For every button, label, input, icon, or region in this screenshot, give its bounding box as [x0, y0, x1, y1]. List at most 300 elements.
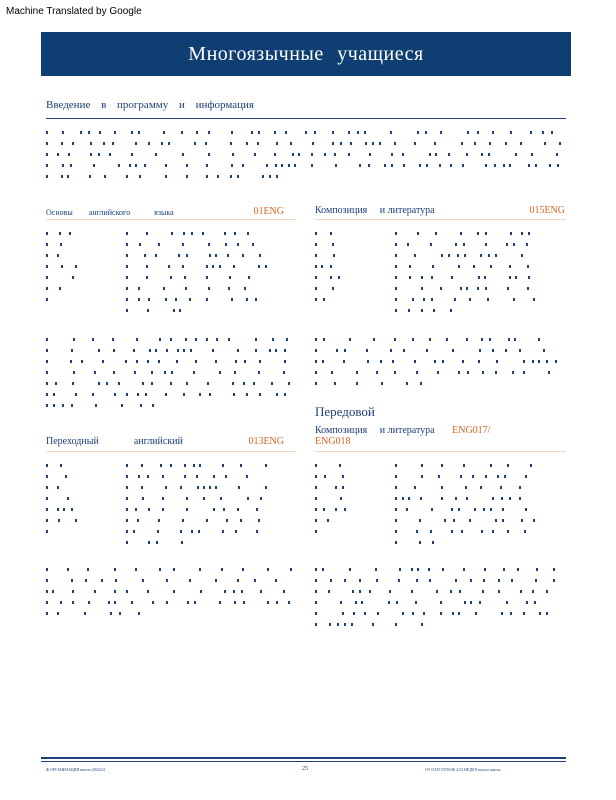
placeholder-glyph	[226, 519, 228, 522]
placeholder-glyph	[391, 164, 393, 167]
placeholder-glyph	[135, 568, 137, 571]
placeholder-glyph	[92, 393, 94, 396]
placeholder-text-line	[126, 243, 266, 246]
placeholder-glyph	[538, 360, 540, 363]
placeholder-glyph	[390, 131, 392, 134]
placeholder-glyph	[521, 254, 523, 257]
placeholder-glyph	[460, 287, 462, 290]
placeholder-glyph	[267, 568, 269, 571]
placeholder-text-line	[126, 287, 266, 290]
placeholder-glyph	[509, 497, 511, 500]
placeholder-glyph	[269, 175, 271, 178]
placeholder-glyph	[233, 393, 235, 396]
placeholder-text-line	[46, 243, 76, 246]
placeholder-glyph	[173, 309, 175, 312]
placeholder-glyph	[59, 287, 61, 290]
placeholder-glyph	[342, 475, 344, 478]
placeholder-glyph	[102, 360, 104, 363]
placeholder-glyph	[71, 349, 73, 352]
placeholder-text-line	[126, 519, 266, 522]
placeholder-glyph	[315, 475, 317, 478]
placeholder-glyph	[323, 298, 325, 301]
placeholder-glyph	[532, 360, 534, 363]
placeholder-glyph	[488, 153, 490, 156]
placeholder-glyph	[138, 475, 140, 478]
placeholder-glyph	[365, 142, 367, 145]
placeholder-glyph	[258, 265, 260, 268]
placeholder-glyph	[168, 142, 170, 145]
placeholder-glyph	[507, 530, 509, 533]
placeholder-glyph	[417, 131, 419, 134]
placeholder-glyph	[71, 508, 73, 511]
placeholder-glyph	[237, 508, 239, 511]
placeholder-glyph	[384, 164, 386, 167]
placeholder-glyph	[183, 349, 185, 352]
placeholder-glyph	[65, 475, 67, 478]
placeholder-glyph	[288, 164, 290, 167]
placeholder-glyph	[113, 349, 115, 352]
placeholder-glyph	[290, 142, 292, 145]
placeholder-glyph	[208, 153, 210, 156]
placeholder-glyph	[135, 142, 137, 145]
placeholder-glyph	[421, 276, 423, 279]
placeholder-glyph	[62, 164, 64, 167]
placeholder-glyph	[442, 568, 444, 571]
placeholder-glyph	[275, 349, 277, 352]
placeholder-glyph	[543, 349, 545, 352]
placeholder-glyph	[535, 579, 537, 582]
placeholder-glyph	[395, 464, 397, 467]
placeholder-glyph	[513, 298, 515, 301]
section-heading-composition-advanced	[315, 425, 515, 447]
placeholder-glyph	[57, 153, 59, 156]
placeholder-glyph	[415, 601, 417, 604]
placeholder-glyph	[323, 508, 325, 511]
placeholder-glyph	[138, 131, 140, 134]
placeholder-glyph	[196, 131, 198, 134]
placeholder-glyph	[182, 153, 184, 156]
placeholder-glyph	[315, 382, 317, 385]
placeholder-glyph	[338, 276, 340, 279]
placeholder-glyph	[246, 142, 248, 145]
placeholder-glyph	[409, 265, 411, 268]
placeholder-glyph	[487, 298, 489, 301]
placeholder-glyph	[193, 371, 195, 374]
placeholder-glyph	[72, 382, 74, 385]
placeholder-glyph	[126, 287, 128, 290]
placeholder-text-line	[46, 338, 291, 341]
placeholder-glyph	[502, 508, 504, 511]
placeholder-text-line	[315, 243, 345, 246]
placeholder-glyph	[533, 298, 535, 301]
placeholder-glyph	[237, 243, 239, 246]
placeholder-glyph	[52, 590, 54, 593]
placeholder-glyph	[46, 475, 48, 478]
placeholder-glyph	[492, 530, 494, 533]
placeholder-glyph	[458, 371, 460, 374]
placeholder-glyph	[184, 276, 186, 279]
placeholder-glyph	[394, 338, 396, 341]
placeholder-glyph	[435, 232, 437, 235]
placeholder-glyph	[158, 519, 160, 522]
placeholder-glyph	[455, 243, 457, 246]
placeholder-glyph	[315, 568, 317, 571]
section-code: ENG017/ ENG018	[315, 425, 491, 447]
placeholder-glyph	[489, 338, 491, 341]
placeholder-glyph	[46, 131, 48, 134]
placeholder-glyph	[139, 175, 141, 178]
placeholder-text-line	[315, 530, 345, 533]
placeholder-glyph	[194, 601, 196, 604]
placeholder-glyph	[232, 153, 234, 156]
placeholder-glyph	[46, 175, 48, 178]
footer-left: Ф.ОРГАНИЗАЦИЯ школа 2023/24	[46, 767, 105, 772]
placeholder-glyph	[434, 142, 436, 145]
placeholder-glyph	[98, 153, 100, 156]
placeholder-glyph	[148, 541, 150, 544]
placeholder-glyph	[103, 142, 105, 145]
placeholder-glyph	[68, 153, 70, 156]
placeholder-glyph	[381, 382, 383, 385]
placeholder-glyph	[115, 579, 117, 582]
placeholder-text-line	[315, 338, 560, 341]
placeholder-glyph	[349, 338, 351, 341]
placeholder-glyph	[182, 243, 184, 246]
placeholder-glyph	[349, 568, 351, 571]
placeholder-glyph	[532, 590, 534, 593]
placeholder-glyph	[344, 349, 346, 352]
placeholder-glyph	[395, 541, 397, 544]
placeholder-glyph	[359, 164, 361, 167]
placeholder-glyph	[233, 590, 235, 593]
placeholder-glyph	[221, 568, 223, 571]
placeholder-glyph	[332, 142, 334, 145]
placeholder-glyph	[416, 371, 418, 374]
page-number: 25	[302, 766, 308, 772]
placeholder-glyph	[186, 254, 188, 257]
intro-divider	[46, 118, 566, 119]
placeholder-glyph	[276, 175, 278, 178]
placeholder-glyph	[146, 265, 148, 268]
placeholder-glyph	[215, 486, 217, 489]
placeholder-glyph	[369, 590, 371, 593]
placeholder-text-line	[126, 475, 266, 478]
placeholder-glyph	[470, 601, 472, 604]
placeholder-glyph	[335, 486, 337, 489]
placeholder-glyph	[477, 287, 479, 290]
placeholder-glyph	[314, 131, 316, 134]
placeholder-glyph	[524, 530, 526, 533]
section-code: 015ENG	[529, 205, 565, 216]
placeholder-text-line	[126, 298, 266, 301]
placeholder-glyph	[198, 530, 200, 533]
placeholder-glyph	[498, 590, 500, 593]
placeholder-glyph	[450, 590, 452, 593]
placeholder-glyph	[315, 601, 317, 604]
placeholder-glyph	[477, 131, 479, 134]
placeholder-glyph	[265, 486, 267, 489]
advanced-label: Передовой	[315, 404, 375, 419]
placeholder-glyph	[402, 153, 404, 156]
placeholder-text-line	[46, 404, 291, 407]
placeholder-glyph	[442, 360, 444, 363]
placeholder-glyph	[113, 371, 115, 374]
placeholder-glyph	[485, 232, 487, 235]
placeholder-glyph	[450, 164, 452, 167]
placeholder-glyph	[231, 164, 233, 167]
placeholder-glyph	[285, 131, 287, 134]
placeholder-text-line	[46, 568, 291, 571]
placeholder-glyph	[244, 287, 246, 290]
placeholder-glyph	[252, 243, 254, 246]
placeholder-glyph	[458, 265, 460, 268]
placeholder-glyph	[559, 142, 561, 145]
placeholder-glyph	[417, 232, 419, 235]
placeholder-glyph	[492, 131, 494, 134]
placeholder-glyph	[247, 232, 249, 235]
placeholder-glyph	[539, 612, 541, 615]
placeholder-glyph	[494, 164, 496, 167]
placeholder-glyph	[256, 530, 258, 533]
placeholder-glyph	[441, 254, 443, 257]
placeholder-glyph	[469, 519, 471, 522]
placeholder-glyph	[451, 276, 453, 279]
placeholder-glyph	[70, 360, 72, 363]
placeholder-glyph	[187, 601, 189, 604]
placeholder-glyph	[414, 254, 416, 257]
placeholder-text-line	[315, 298, 345, 301]
placeholder-glyph	[440, 287, 442, 290]
placeholder-glyph	[479, 601, 481, 604]
placeholder-glyph	[257, 142, 259, 145]
placeholder-glyph	[231, 131, 233, 134]
placeholder-glyph	[460, 475, 462, 478]
placeholder-glyph	[402, 612, 404, 615]
placeholder-glyph	[46, 590, 48, 593]
placeholder-glyph	[533, 519, 535, 522]
placeholder-glyph	[193, 464, 195, 467]
placeholder-glyph	[395, 243, 397, 246]
placeholder-glyph	[333, 254, 335, 257]
placeholder-glyph	[73, 371, 75, 374]
placeholder-glyph	[503, 568, 505, 571]
placeholder-glyph	[60, 243, 62, 246]
placeholder-glyph	[223, 508, 225, 511]
placeholder-glyph	[137, 393, 139, 396]
placeholder-glyph	[503, 164, 505, 167]
placeholder-glyph	[114, 131, 116, 134]
section-title	[315, 425, 515, 447]
placeholder-glyph	[432, 265, 434, 268]
placeholder-text-line	[315, 590, 560, 593]
placeholder-glyph	[323, 338, 325, 341]
placeholder-glyph	[467, 131, 469, 134]
placeholder-glyph	[528, 276, 530, 279]
placeholder-glyph	[265, 265, 267, 268]
placeholder-glyph	[454, 298, 456, 301]
placeholder-glyph	[230, 175, 232, 178]
placeholder-text-line	[46, 164, 561, 167]
placeholder-glyph	[421, 475, 423, 478]
placeholder-glyph	[90, 153, 92, 156]
placeholder-glyph	[224, 232, 226, 235]
placeholder-glyph	[455, 497, 457, 500]
placeholder-glyph	[168, 265, 170, 268]
placeholder-glyph	[186, 164, 188, 167]
placeholder-glyph	[398, 579, 400, 582]
placeholder-glyph	[509, 276, 511, 279]
placeholder-glyph	[184, 464, 186, 467]
placeholder-glyph	[510, 131, 512, 134]
placeholder-glyph	[147, 590, 149, 593]
placeholder-glyph	[58, 519, 60, 522]
placeholder-glyph	[147, 360, 149, 363]
placeholder-text-line	[315, 612, 560, 615]
placeholder-glyph	[206, 298, 208, 301]
section-divider	[315, 451, 566, 452]
placeholder-glyph	[234, 601, 236, 604]
placeholder-glyph	[165, 298, 167, 301]
placeholder-glyph	[46, 298, 48, 301]
placeholder-glyph	[380, 360, 382, 363]
placeholder-glyph	[440, 131, 442, 134]
placeholder-glyph	[146, 232, 148, 235]
placeholder-glyph	[258, 371, 260, 374]
footer-divider	[41, 761, 566, 762]
placeholder-glyph	[46, 530, 48, 533]
placeholder-glyph	[112, 142, 114, 145]
placeholder-glyph	[364, 131, 366, 134]
placeholder-glyph	[112, 338, 114, 341]
placeholder-glyph	[437, 371, 439, 374]
placeholder-glyph	[140, 404, 142, 407]
placeholder-glyph	[527, 265, 529, 268]
placeholder-text-line	[46, 254, 76, 257]
placeholder-glyph	[224, 590, 226, 593]
placeholder-glyph	[136, 338, 138, 341]
placeholder-glyph	[480, 254, 482, 257]
placeholder-text-line	[315, 265, 345, 268]
placeholder-glyph	[420, 382, 422, 385]
placeholder-glyph	[322, 360, 324, 363]
placeholder-glyph	[126, 276, 128, 279]
placeholder-glyph	[315, 508, 317, 511]
placeholder-text-line	[46, 382, 291, 385]
placeholder-glyph	[81, 360, 83, 363]
placeholder-glyph	[155, 254, 157, 257]
placeholder-text-line	[46, 519, 76, 522]
placeholder-text-line	[46, 360, 291, 363]
placeholder-glyph	[134, 371, 136, 374]
placeholder-glyph	[435, 153, 437, 156]
placeholder-glyph	[129, 164, 131, 167]
placeholder-glyph	[406, 382, 408, 385]
placeholder-glyph	[311, 153, 313, 156]
placeholder-glyph	[138, 298, 140, 301]
placeholder-glyph	[109, 153, 111, 156]
placeholder-glyph	[67, 568, 69, 571]
placeholder-glyph	[46, 371, 48, 374]
placeholder-glyph	[284, 393, 286, 396]
section-heading-basics	[46, 201, 284, 217]
placeholder-glyph	[186, 508, 188, 511]
placeholder-glyph	[457, 254, 459, 257]
placeholder-glyph	[70, 164, 72, 167]
placeholder-glyph	[444, 519, 446, 522]
placeholder-glyph	[431, 508, 433, 511]
placeholder-text-line	[395, 243, 535, 246]
placeholder-glyph	[501, 612, 503, 615]
placeholder-glyph	[551, 131, 553, 134]
placeholder-glyph	[528, 232, 530, 235]
placeholder-glyph	[536, 568, 538, 571]
placeholder-glyph	[411, 590, 413, 593]
placeholder-glyph	[131, 153, 133, 156]
placeholder-glyph	[421, 623, 423, 626]
placeholder-glyph	[364, 612, 366, 615]
placeholder-glyph	[530, 131, 532, 134]
placeholder-text-line	[46, 393, 291, 396]
placeholder-glyph	[126, 265, 128, 268]
placeholder-glyph	[147, 475, 149, 478]
placeholder-glyph	[237, 579, 239, 582]
placeholder-glyph	[126, 309, 128, 312]
placeholder-glyph	[195, 360, 197, 363]
placeholder-text-line	[126, 254, 266, 257]
placeholder-glyph	[555, 360, 557, 363]
placeholder-glyph	[242, 568, 244, 571]
placeholder-glyph	[225, 243, 227, 246]
placeholder-glyph	[283, 371, 285, 374]
footer-right: ОТ ОАП ОТЛОЖ 2/23 НЕДЕЛ школа школа	[425, 767, 501, 772]
placeholder-glyph	[513, 243, 515, 246]
placeholder-glyph	[431, 276, 433, 279]
placeholder-glyph	[61, 142, 63, 145]
section-heading-transitional	[46, 431, 284, 447]
placeholder-glyph	[343, 360, 345, 363]
placeholder-glyph	[71, 404, 73, 407]
placeholder-glyph	[395, 276, 397, 279]
placeholder-glyph	[101, 579, 103, 582]
placeholder-glyph	[46, 153, 48, 156]
placeholder-glyph	[242, 164, 244, 167]
placeholder-glyph	[46, 579, 48, 582]
placeholder-text-line	[395, 287, 535, 290]
section-title	[315, 205, 435, 216]
placeholder-glyph	[165, 486, 167, 489]
placeholder-glyph	[315, 360, 317, 363]
placeholder-glyph	[106, 382, 108, 385]
placeholder-glyph	[46, 142, 48, 145]
placeholder-glyph	[206, 519, 208, 522]
placeholder-glyph	[366, 349, 368, 352]
placeholder-glyph	[511, 579, 513, 582]
placeholder-glyph	[186, 175, 188, 178]
placeholder-glyph	[87, 568, 89, 571]
placeholder-glyph	[512, 371, 514, 374]
placeholder-glyph	[356, 371, 358, 374]
placeholder-glyph	[334, 382, 336, 385]
placeholder-glyph	[530, 464, 532, 467]
placeholder-glyph	[46, 254, 48, 257]
placeholder-glyph	[466, 287, 468, 290]
placeholder-glyph	[484, 568, 486, 571]
placeholder-glyph	[216, 338, 218, 341]
placeholder-glyph	[329, 623, 331, 626]
placeholder-glyph	[395, 475, 397, 478]
placeholder-glyph	[376, 579, 378, 582]
placeholder-glyph	[433, 309, 435, 312]
